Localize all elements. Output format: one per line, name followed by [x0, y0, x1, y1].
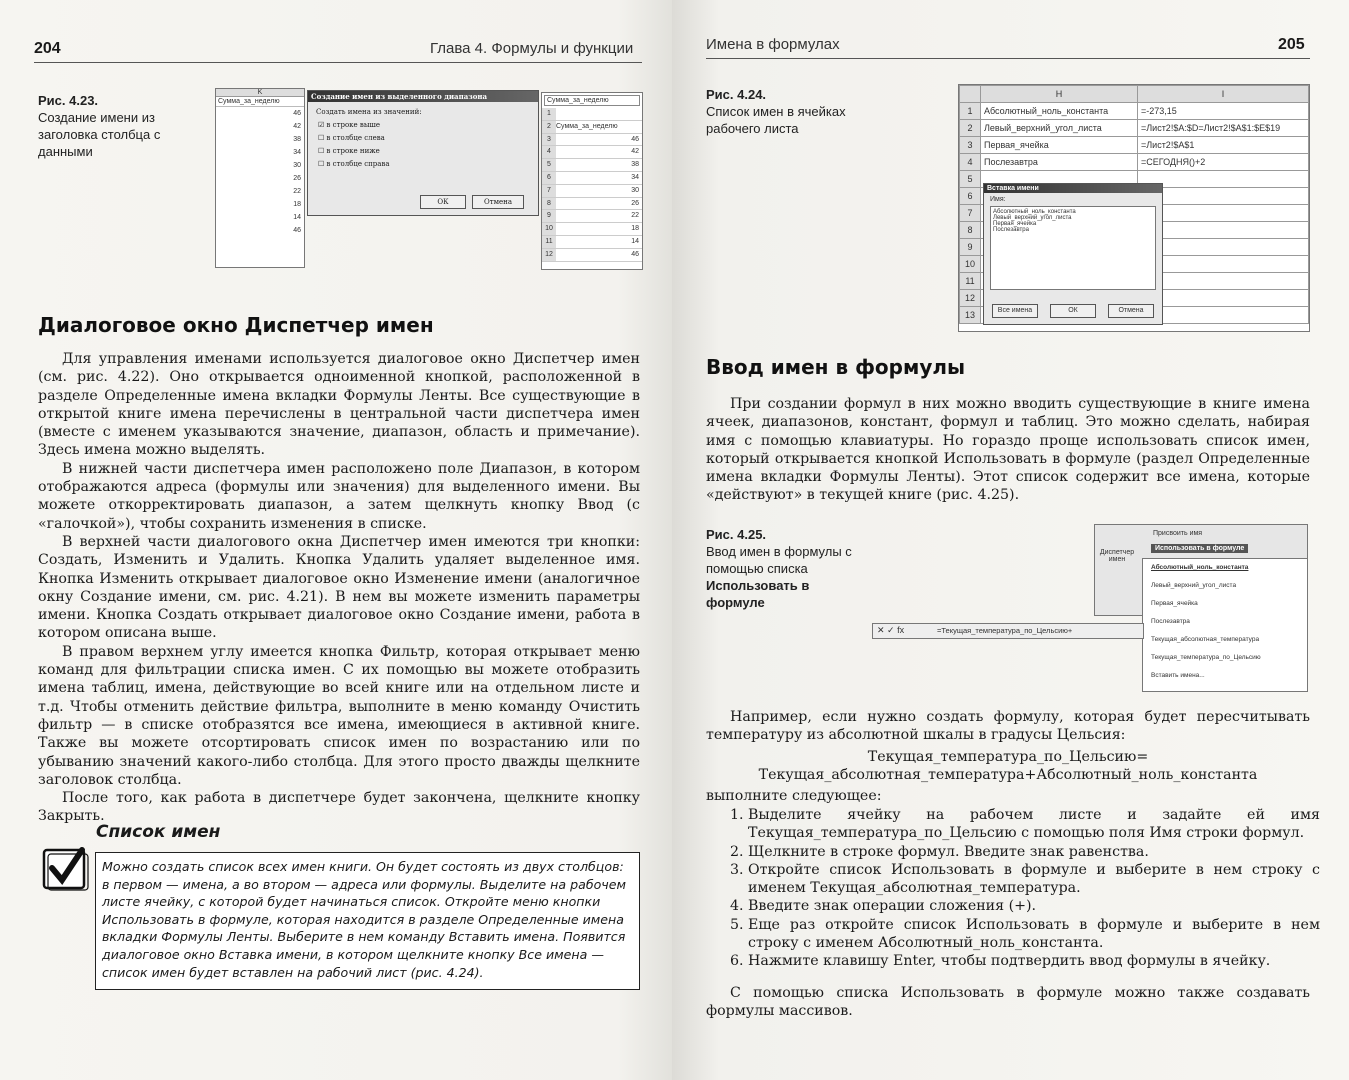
value-cell: 42	[293, 123, 301, 130]
figure-caption-text: Ввод имен в формулы с помощью списка	[706, 544, 852, 576]
body-text	[38, 350, 640, 826]
name-cell: Абсолютный_ноль_константа	[981, 103, 1138, 120]
grid-cell: 26	[631, 199, 639, 207]
cancel-button[interactable]: Отмена	[1108, 304, 1154, 318]
grid-cell: 14	[631, 237, 639, 245]
row-number: 11	[542, 236, 556, 248]
menu-items	[1143, 559, 1307, 685]
figure-4-23	[215, 88, 643, 270]
list-item[interactable]: Абсолютный_ноль_константа	[993, 209, 1076, 215]
grid-cell: 46	[631, 250, 639, 258]
paragraph: После того, как работа в диспетчере будет закончена, щелкните кнопку Закрыть.	[38, 790, 640, 825]
grid-row	[542, 121, 642, 134]
row-number: 13	[960, 307, 981, 324]
paragraph: В верхней части диалогового окна Диспетчер имен имеются три кнопки: Создать, Изменить и Удалить. Кнопка Удалить удаляет выделенное имя. Кнопка Изменить открывает диалоговое окно Изменение имени (аналогичное окну Создание имени, см. рис. 4.21). В нем вы можете изменить параметры имени. Кнопка Создать открывает диалоговое окно Создание имени, работа в котором описана выше.	[38, 533, 640, 642]
grid-cell: 22	[631, 212, 639, 220]
do-following: выполните следующее:	[706, 788, 882, 804]
value-cell: 46	[293, 227, 301, 234]
row-number: 1	[542, 108, 556, 120]
value-cell: =-273,15	[1138, 103, 1309, 120]
value-cell	[1138, 205, 1309, 222]
grid-row	[542, 198, 642, 211]
option-label: в столбце слева	[326, 134, 385, 142]
page-number: 205	[1278, 36, 1305, 53]
value-cell	[1138, 171, 1309, 188]
formula-bar	[872, 623, 1144, 639]
value-cell	[1138, 307, 1309, 324]
figure-caption-text: Создание имени из заголовка столбца с данными	[38, 110, 161, 159]
menu-item[interactable]: Вставить имена...	[1151, 672, 1205, 679]
name-box[interactable]: Сумма_за_неделю	[544, 95, 640, 106]
list-item[interactable]: Левый_верхний_угол_листа	[993, 215, 1072, 221]
checkbox-icon[interactable]: ☐	[318, 147, 327, 155]
ok-button[interactable]: ОК	[420, 195, 466, 209]
row-number: 4	[542, 146, 556, 158]
section-title: Ввод имен в формулы	[706, 355, 966, 379]
step-item: 3. Откройте список Использовать в формуле и выберите в нем строку с именем Текущая_абсолютная_температура.	[748, 861, 1320, 898]
grid-row	[542, 172, 642, 185]
page-number: 204	[34, 40, 61, 57]
insert-name-dialog	[983, 183, 1163, 325]
option-label: в строке выше	[326, 121, 381, 129]
paragraph: С помощью списка Использовать в формуле можно также создавать формулы массивов.	[706, 985, 1310, 1020]
step-item: 1. Выделите ячейку на рабочем листе и задайте ей имя Текущая_температура_по_Цельсию с помощью поля Имя строки формул.	[748, 806, 1320, 843]
name-cell: Левый_верхний_угол_листа	[981, 120, 1138, 137]
figure-caption-bold: Использовать в формуле	[706, 578, 810, 610]
grid-row	[542, 159, 642, 172]
grid-row	[542, 249, 642, 262]
grid-row	[542, 108, 642, 121]
column-header-i: I	[1138, 86, 1309, 103]
paragraph: При создании формул в них можно вводить существующие в книге имена ячеек, диапазонов, констант, формул и таблиц. Это можно сделать, набирая имя с помощью клавиатуры. Но гораздо проще использовать список имен, который открывается кнопкой Использовать в формуле (раздел Определенные имена вкладки Формулы Ленты). Этот список содержит все имена, которые «действуют» в текущей книге (рис. 4.25).	[706, 396, 1310, 504]
column-values	[216, 107, 304, 237]
menu-item[interactable]: Абсолютный_ноль_константа	[1151, 564, 1249, 571]
row-number: 5	[542, 159, 556, 171]
running-header: Имена в формулах	[706, 36, 840, 53]
grid-cell: 38	[631, 161, 639, 169]
row-number: 9	[542, 210, 556, 222]
cancel-button[interactable]: Отмена	[472, 195, 524, 209]
checkbox-icon[interactable]: ☐	[318, 160, 327, 168]
dialog-options	[308, 119, 538, 171]
value-cell	[1138, 273, 1309, 290]
table-row	[960, 154, 1309, 171]
row-number: 7	[542, 185, 556, 197]
result-sheet	[541, 92, 643, 270]
intro-text	[706, 395, 1310, 505]
row-number: 10	[542, 223, 556, 235]
value-cell	[1138, 188, 1309, 205]
table-row	[960, 137, 1309, 154]
value-cell: 30	[293, 162, 301, 169]
value-cell	[1138, 222, 1309, 239]
use-in-formula-menu	[1142, 558, 1308, 692]
grid-cell: Сумма_за_неделю	[556, 122, 618, 130]
formula-line-1: Текущая_температура_по_Цельсию=	[867, 749, 1149, 765]
column-header-h: H	[981, 86, 1138, 103]
paragraph: Для управления именами используется диалоговое окно Диспетчер имен (см. рис. 4.22). Оно открывается одноименной кнопкой, расположенной в разделе Определенные имена вкладки Формулы Ленты. Все существующие в открытой книге имена перечислены в центральной части диспетчера имен (вместе с именем указываются значение, диапазон, область и примечание). Здесь имена можно выделять.	[38, 351, 640, 459]
dialog-option[interactable]	[318, 145, 538, 158]
name-cell: Первая_ячейка	[981, 137, 1138, 154]
dialog-option[interactable]	[318, 119, 538, 132]
grid-row	[542, 236, 642, 249]
step-item: 4. Введите знак операции сложения (+).	[748, 897, 1320, 915]
option-label: в столбце справа	[326, 160, 390, 168]
list-item[interactable]: Послезавтра	[993, 227, 1029, 233]
value-cell: 22	[293, 188, 301, 195]
column-header: K	[216, 89, 304, 97]
dialog-label: Имя:	[990, 196, 1006, 203]
note-title: Список имен	[96, 822, 221, 842]
grid-row	[542, 185, 642, 198]
checkmark-icon	[42, 846, 92, 892]
grid-row	[542, 210, 642, 223]
value-cell: 14	[293, 214, 301, 221]
grid-cell: 30	[631, 186, 639, 194]
step-item: 6. Нажмите клавишу Enter, чтобы подтвердить ввод формулы в ячейку.	[748, 952, 1320, 970]
value-cell: 34	[293, 149, 301, 156]
row-number: 3	[960, 137, 981, 154]
header-rule	[706, 58, 1310, 59]
value-cell	[1138, 290, 1309, 307]
row-number: 5	[960, 171, 981, 188]
menu-item[interactable]: Послезавтра	[1151, 618, 1190, 625]
note-box: Можно создать список всех имен книги. Он будет состоять из двух столбцов: в первом — имена, а во втором — адреса или формулы. Выделите на рабочем листе ячейку, с которой будет начинаться список. Откройте меню кнопки Использовать в формуле, которая находится в разделе Определенные имена вкладки Формулы Ленты. Выберите в нем команду Вставить имена. Появится диалоговое окно Вставка имени, в котором щелкните кнопку Все имена — список имен будет вставлен на рабочий лист (рис. 4.24).	[95, 852, 640, 990]
figure-label: Рис. 4.23.	[38, 93, 99, 108]
row-number: 1	[960, 103, 981, 120]
section-title: Диалоговое окно Диспетчер имен	[38, 313, 434, 337]
table-row	[960, 120, 1309, 137]
value-cell: 38	[293, 136, 301, 143]
grid-cell	[556, 108, 642, 120]
menu-item[interactable]: Первая_ячейка	[1151, 600, 1198, 607]
value-cell: 46	[293, 110, 301, 117]
menu-item[interactable]: Текущая_температура_по_Цельсию	[1151, 654, 1261, 661]
dialog-prompt: Создать имена из значений:	[316, 108, 422, 116]
result-grid	[542, 108, 642, 262]
grid-row	[542, 223, 642, 236]
row-number: 12	[960, 290, 981, 307]
list-item[interactable]: Первая_ячейка	[993, 221, 1037, 227]
names-list[interactable]	[990, 206, 1156, 290]
left-page	[0, 0, 672, 1080]
table-row	[960, 103, 1309, 120]
figure-caption	[706, 86, 876, 137]
step-item: 2. Щелкните в строке формул. Введите знак равенства.	[748, 843, 1320, 861]
row-number: 2	[542, 121, 556, 133]
figure-label: Рис. 4.24.	[706, 87, 767, 102]
step-item: 5. Еще раз откройте список Использовать в формуле и выберите в нем строку с именем Абсолютный_ноль_константа.	[748, 916, 1320, 953]
grid-cell: 46	[631, 135, 639, 143]
formula-line-2: Текущая_абсолютная_температура+Абсолютный_ноль_константа	[758, 767, 1258, 784]
value-cell: 26	[293, 175, 301, 182]
figure-caption	[706, 526, 866, 611]
formula-example	[706, 748, 1310, 785]
dialog-option[interactable]	[318, 158, 538, 171]
grid-row	[542, 134, 642, 147]
paragraph: В нижней части диспетчера имен расположено поле Диапазон, в котором отображаются адреса (формулы или значения) для выделенного имени. Вы можете откорректировать диапазон, а затем щелкнуть кнопку Ввод (с «галочкой»), чтобы сохранить изменения в списке.	[38, 460, 640, 532]
row-number: 2	[960, 120, 981, 137]
paragraph: Например, если нужно создать формулу, которая будет пересчитывать температуру из абсолютной шкалы в градусы Цельсия:	[706, 709, 1310, 744]
create-names-dialog	[307, 90, 539, 216]
row-number: 12	[542, 249, 556, 261]
value-cell: =СЕГОДНЯ()+2	[1138, 154, 1309, 171]
steps-list	[706, 806, 1320, 971]
row-number: 6	[542, 172, 556, 184]
closing-text	[706, 984, 1310, 1021]
dialog-title: Вставка имени	[984, 184, 1162, 193]
formula-input[interactable]: =Текущая_температура_по_Цельсию+	[937, 626, 1073, 635]
row-number: 4	[960, 154, 981, 171]
ok-button[interactable]: ОК	[1050, 304, 1096, 318]
option-label: в строке ниже	[326, 147, 380, 155]
source-column	[215, 88, 305, 268]
right-page	[672, 0, 1349, 1080]
define-name-button[interactable]: Присвоить имя	[1153, 530, 1203, 537]
row-number: 7	[960, 205, 981, 222]
checkbox-icon[interactable]: ☐	[318, 134, 327, 142]
paragraph: В правом верхнем углу имеется кнопка Фильтр, которая открывает меню команд для фильтрации списка имен. С их помощью вы можете отобразить имена таблиц, имена, действующие во всей книге или на отдельном листе и т.д. Чтобы отменить действие фильтра, выполните в меню команду Очистить фильтр — в списке отобразятся все имена, имеющиеся в активной книге. Также вы можете отсортировать список имен по возрастанию или по убыванию значений какого-либо столбца. Для этого просто дважды щелкните заголовок столбца.	[38, 643, 640, 788]
row-number: 11	[960, 273, 981, 290]
name-manager-button[interactable]: Диспетчер имен	[1099, 549, 1135, 563]
example-text	[706, 708, 1310, 745]
header-rule	[34, 62, 642, 63]
name-cell: Послезавтра	[981, 154, 1138, 171]
running-header: Глава 4. Формулы и функции	[430, 40, 634, 57]
grid-row	[542, 146, 642, 159]
row-number: 6	[960, 188, 981, 205]
menu-item[interactable]: Левый_верхний_угол_листа	[1151, 582, 1237, 589]
value-cell: =Лист2!$A$1	[1138, 137, 1309, 154]
formula-bar-icons: ✕ ✓ fx	[877, 625, 905, 635]
all-names-button[interactable]: Все имена	[992, 304, 1038, 318]
value-cell	[1138, 256, 1309, 273]
value-cell: =Лист2!$A:$D=Лист2!$A$1:$E$19	[1138, 120, 1309, 137]
dialog-title: Создание имен из выделенного диапазона	[308, 91, 538, 102]
row-number: 10	[960, 256, 981, 273]
grid-cell: 18	[631, 225, 639, 233]
figure-label: Рис. 4.25.	[706, 527, 767, 542]
grid-cell: 42	[631, 148, 639, 156]
grid-cell: 34	[631, 173, 639, 181]
corner-cell	[960, 86, 981, 103]
dialog-option[interactable]	[318, 132, 538, 145]
figure-caption	[38, 92, 168, 160]
value-cell: 18	[293, 201, 301, 208]
value-cell	[1138, 239, 1309, 256]
figure-caption-text: Список имен в ячейках рабочего листа	[706, 104, 846, 136]
row-number: 8	[960, 222, 981, 239]
column-title: Сумма_за_неделю	[216, 97, 304, 107]
row-number: 8	[542, 198, 556, 210]
figure-4-25	[872, 524, 1312, 694]
checkbox-icon[interactable]: ☑	[318, 121, 327, 129]
row-number: 3	[542, 134, 556, 146]
row-number: 9	[960, 239, 981, 256]
figure-4-24	[958, 84, 1310, 332]
use-in-formula-button[interactable]: Использовать в формуле	[1151, 544, 1248, 553]
menu-item[interactable]: Текущая_абсолютная_температура	[1151, 636, 1260, 643]
